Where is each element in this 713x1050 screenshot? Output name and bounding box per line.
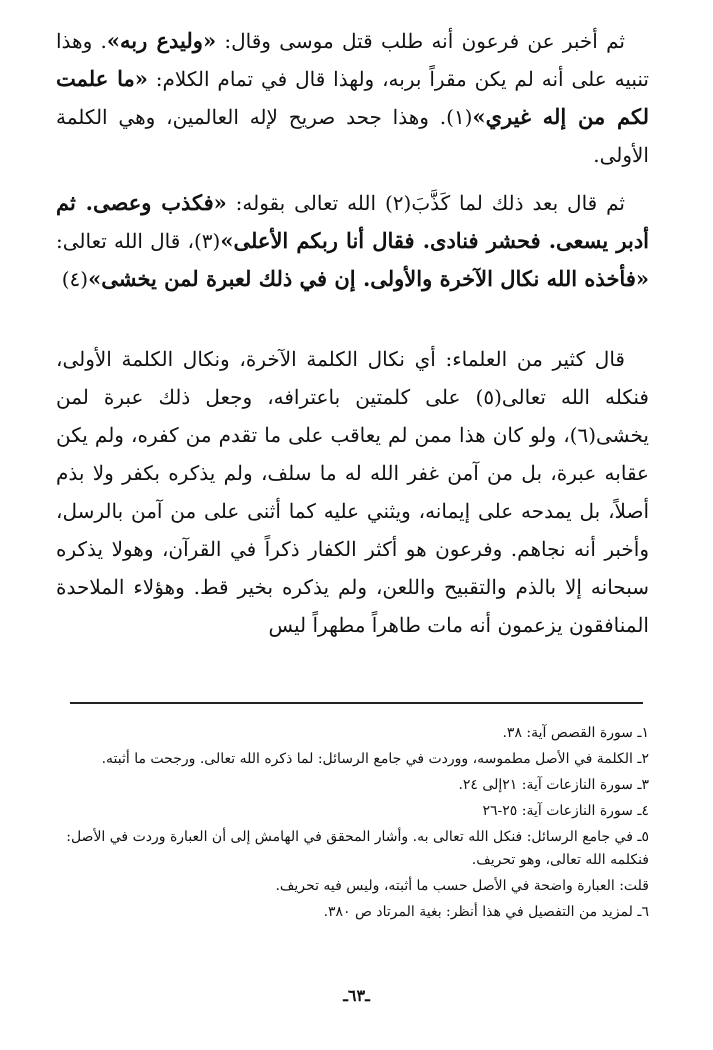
main-text (56, 22, 649, 644)
footnote-divider (70, 702, 643, 704)
paragraph-1-text-a: ثم أخبر عن فرعون أنه طلب قتل موسى وقال: (216, 29, 625, 53)
paragraph-2 (56, 184, 649, 298)
footnote: ٤ـ سورة النازعات آية: ٢٥-٢٦ (482, 803, 649, 819)
paragraph-2-text-a: ثم قال بعد ذلك لما كَذَّبَ(٢) الله تعالى بقوله: (226, 191, 625, 215)
footnote: ١ـ سورة القصص آية: ٣٨. (502, 725, 649, 741)
paragraph-2-text-c: (٤) (61, 267, 89, 291)
paragraph-2-text-b: (٣)، قال الله تعالى: (56, 229, 221, 253)
quran-quote: «فكذب وعصى. ثم أدبر يسعى. فحشر فنادى. فقال أنا ربكم الأعلى» (56, 190, 649, 253)
footnote: ٢ـ الكلمة في الأصل مطموسه، ووردت في جامع الرسائل: لما ذكره الله تعالى. ورجحت ما أثبته. (101, 751, 649, 767)
footnote: ٣ـ سورة النازعات آية: ٢١إلى ٢٤. (458, 777, 649, 793)
page-number: ـ٦٣ـ (343, 986, 370, 1005)
paragraph-1 (56, 22, 649, 174)
paragraph-1-text-c: (١). وهذا جحد صريح لإله العالمين، وهي الكلمة الأولى. (56, 105, 649, 167)
quran-quote: «وليدع ربه» (106, 28, 217, 53)
footnote: ٥ـ في جامع الرسائل: فنكل الله تعالى به. وأشار المحقق في الهامش إلى أن العبارة وردت في الأصل: فنكلمه الله تعالى، وهو تحريف. (66, 829, 649, 868)
quran-quote: «فأخذه الله نكال الآخرة والأولى. إن في ذلك لعبرة لمن يخشى» (88, 266, 649, 291)
footnote: ٦ـ لمزيد من التفصيل في هذا أنظر: بغية المرتاد ص ٣٨٠. (323, 904, 649, 920)
footnotes (56, 722, 649, 927)
paragraph-1-text-b: . وهذا تنبيه على أنه لم يكن مقراً بربه، ولهذا قال في تمام الكلام: (56, 29, 649, 91)
quran-quote: «ما علمت لكم من إله غيري» (56, 66, 649, 129)
paragraph-3: قال كثير من العلماء: أي نكال الكلمة الآخرة، ونكال الكلمة الأولى، فنكله الله تعالى(٥) على كلمتين باعترافه، وجعل ذلك عبرة لمن يخشى(٦)، ولو كان هذا ممن لم يعاقب على ما تقدم من كفره، ولم يكن عقابه عبرة، بل من آمن غفر الله له ما سلف، ولم يذكره بكفر ولا بذم أصلاً، بل يمدحه على إيمانه، ويثني عليه كما أثنى على من آمن بالرسل، وأخبر أنه نجاهم. وفرعون هو أكثر الكفار ذكراً في القرآن، وهولا يذكره سبحانه إلا بالذم والتقبيح واللعن، ولم يذكره بخير قط. وهؤلاء الملاحدة المنافقون يزعمون أنه مات طاهراً مطهراً ليس (56, 347, 649, 637)
footnote: قلت: العبارة واضحة في الأصل حسب ما أثبته، وليس فيه تحريف. (275, 878, 649, 894)
